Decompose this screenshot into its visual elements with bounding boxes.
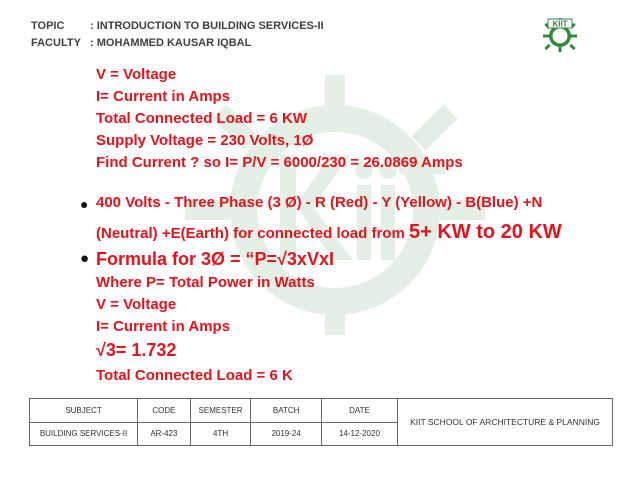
topic-row [31,20,324,32]
bullet1-cont: (Neutral) +E(Earth) for connected load from [96,225,405,242]
footer-value: 14-12-2020 [321,422,397,446]
footer-value: 2019-24 [251,422,321,446]
where-line-2: V = Voltage [96,296,177,313]
bullet1-text: 400 Volts - Three Phase (3 Ø) - R (Red) - Y (Yellow) - B(Blue) +N [96,194,543,211]
bullet1-range: 5+ KW to 20 KW [408,221,562,243]
bullet-marker: ● [80,250,90,267]
footer-header-row [30,399,613,423]
where-line-1: Where P= Total Power in Watts [96,274,315,291]
kiit-logo [541,15,579,53]
footer-value: 4TH [190,422,251,446]
footer-value: BUILDING SERVICES-II [30,422,138,446]
content-line-5: Find Current ? so I= P/V = 6000/230 = 26.0869 Amps [96,154,463,171]
bullet1-continuation [96,221,562,244]
logo-text: KIIT [552,19,568,29]
footer-value: AR-423 [138,422,191,446]
footer-header: DATE [321,399,397,423]
content-line-4: Supply Voltage = 230 Volts, 1Ø [96,132,314,149]
faculty-row [31,37,251,49]
footer-table [29,398,613,446]
where-line-3: I= Current in Amps [96,318,231,335]
content-line-2: I= Current in Amps [96,88,231,105]
footer-header: SEMESTER [190,399,251,423]
footer-header: BATCH [251,399,321,423]
footer-header: CODE [138,399,191,423]
where-line-5: Total Connected Load = 6 K [96,367,293,384]
topic-value: : INTRODUCTION TO BUILDING SERVICES-II [90,20,324,32]
root3-line: √3= 1.732 [96,340,177,360]
faculty-label: FACULTY [31,37,81,49]
faculty-value: : MOHAMMED KAUSAR IQBAL [90,37,252,49]
bullet-marker: ● [80,196,89,212]
formula-line: Formula for 3Ø = “P=√3xVxI [96,249,334,269]
footer-header: SUBJECT [30,399,138,423]
content-line-3: Total Connected Load = 6 KW [96,110,307,127]
content-line-1: V = Voltage [96,66,177,83]
footer-school: KIIT SCHOOL OF ARCHITECTURE & PLANNING [398,399,613,446]
topic-label: TOPIC [31,20,65,32]
